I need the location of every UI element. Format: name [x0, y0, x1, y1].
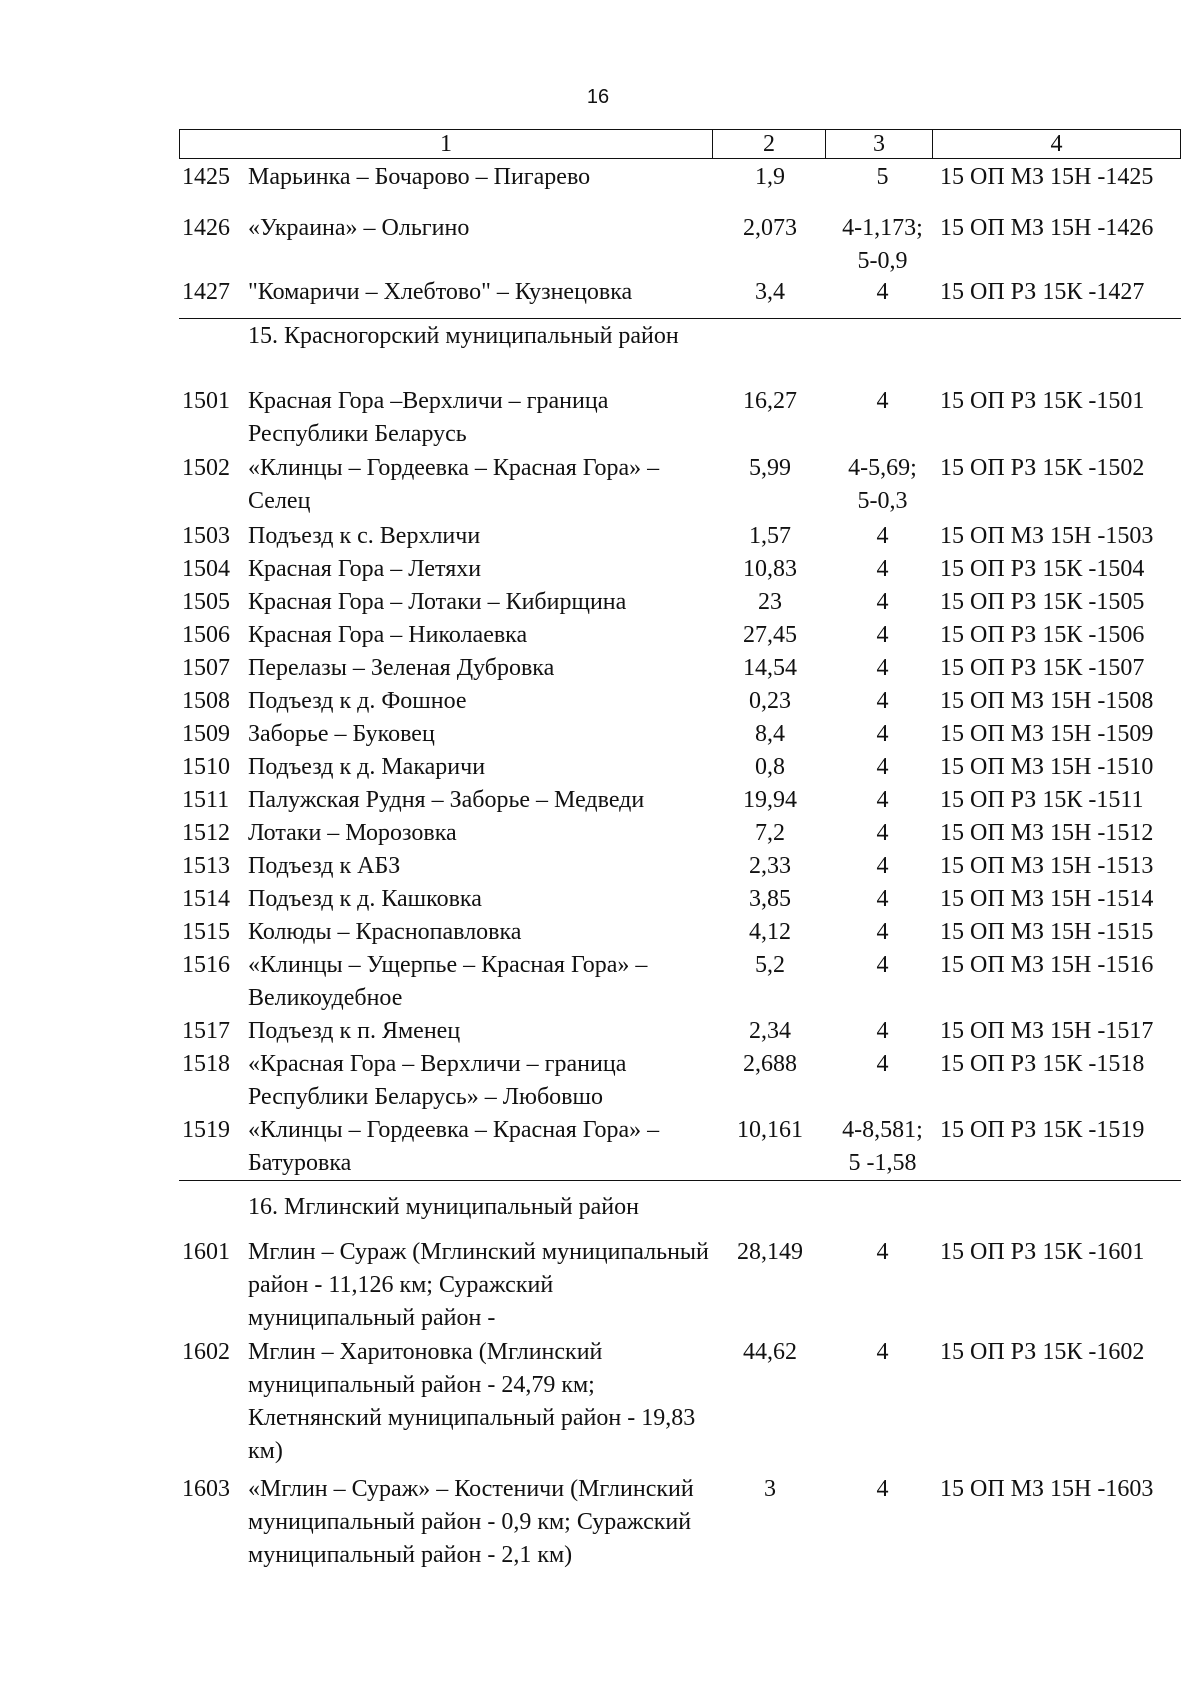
row-code: 15 ОП МЗ 15Н -1510	[940, 754, 1154, 780]
row-code: 15 ОП МЗ 15Н -1509	[940, 721, 1154, 747]
row-road-name: Мглин – Сураж (Мглинский муниципальный район - 11,126 км; Суражский муниципальный район -	[248, 1239, 709, 1331]
row-category: 4	[876, 655, 889, 681]
row-road-name: «Красная Гора – Верхличи – граница Республики Беларусь» – Любовшо	[248, 1051, 627, 1110]
row-number: 1515	[182, 919, 230, 945]
row-category: 4-1,173; 5-0,9	[842, 215, 923, 274]
row-number: 1507	[182, 655, 230, 681]
row-length: 1,9	[755, 164, 785, 190]
row-length: 2,073	[743, 215, 797, 241]
row-length: 10,161	[737, 1117, 803, 1143]
page-number: 16	[586, 86, 610, 108]
row-code: 15 ОП РЗ 15К -1511	[940, 787, 1144, 813]
row-number: 1517	[182, 1018, 230, 1044]
row-category: 4	[876, 886, 889, 912]
row-code: 15 ОП МЗ 15Н -1425	[940, 164, 1154, 190]
row-code: 15 ОП МЗ 15Н -1513	[940, 853, 1154, 879]
row-road-name: Подъезд к с. Верхличи	[248, 523, 481, 549]
row-code: 15 ОП РЗ 15К -1518	[940, 1051, 1145, 1077]
row-length: 5,99	[749, 455, 791, 481]
row-road-name: Красная Гора – Летяхи	[248, 556, 482, 582]
row-road-name: Подъезд к п. Яменец	[248, 1018, 461, 1044]
row-code: 15 ОП МЗ 15Н -1514	[940, 886, 1154, 912]
row-code: 15 ОП МЗ 15Н -1512	[940, 820, 1154, 846]
row-number: 1601	[182, 1239, 230, 1265]
row-road-name: Перелазы – Зеленая Дубровка	[248, 655, 555, 681]
row-category: 4	[876, 523, 889, 549]
row-road-name: "Комаричи – Хлебтово" – Кузнецовка	[248, 279, 633, 305]
row-category: 5	[876, 164, 889, 190]
row-category: 4	[876, 1339, 889, 1365]
header-cell-1: 1	[180, 130, 713, 158]
row-road-name: Заборье – Буковец	[248, 721, 435, 747]
section-divider	[179, 1180, 1181, 1181]
row-length: 28,149	[737, 1239, 803, 1265]
row-category: 4	[876, 787, 889, 813]
row-number: 1501	[182, 388, 230, 414]
row-number: 1603	[182, 1476, 230, 1502]
row-category: 4	[876, 388, 889, 414]
row-length: 23	[758, 589, 782, 615]
row-road-name: Красная Гора – Николаевка	[248, 622, 528, 648]
row-length: 2,688	[743, 1051, 797, 1077]
row-category: 4	[876, 1239, 889, 1265]
row-length: 44,62	[743, 1339, 797, 1365]
row-category: 4	[876, 688, 889, 714]
section-title: 16. Мглинский муниципальный район	[248, 1194, 639, 1220]
row-code: 15 ОП МЗ 15Н -1517	[940, 1018, 1154, 1044]
row-length: 7,2	[755, 820, 785, 846]
row-road-name: Красная Гора – Лотаки – Кибирщина	[248, 589, 627, 615]
row-length: 0,8	[755, 754, 785, 780]
row-category: 4-8,581; 5 -1,58	[842, 1117, 923, 1176]
row-number: 1505	[182, 589, 230, 615]
row-length: 10,83	[743, 556, 797, 582]
row-code: 15 ОП РЗ 15К -1506	[940, 622, 1145, 648]
row-code: 15 ОП РЗ 15К -1519	[940, 1117, 1145, 1143]
row-code: 15 ОП РЗ 15К -1504	[940, 556, 1145, 582]
row-code: 15 ОП РЗ 15К -1501	[940, 388, 1145, 414]
header-cell-3: 3	[826, 130, 933, 158]
row-road-name: «Клинцы – Гордеевка – Красная Гора» – Селец	[248, 455, 660, 514]
row-category: 4	[876, 820, 889, 846]
row-length: 5,2	[755, 952, 785, 978]
row-code: 15 ОП МЗ 15Н -1503	[940, 523, 1154, 549]
row-code: 15 ОП РЗ 15К -1602	[940, 1339, 1145, 1365]
row-number: 1510	[182, 754, 230, 780]
header-cell-4: 4	[1050, 131, 1063, 157]
row-length: 0,23	[749, 688, 791, 714]
row-road-name: «Украина» – Ольгино	[248, 215, 470, 241]
row-length: 4,12	[749, 919, 791, 945]
row-code: 15 ОП РЗ 15К -1427	[940, 279, 1145, 305]
row-length: 14,54	[743, 655, 797, 681]
row-length: 3,85	[749, 886, 791, 912]
row-number: 1506	[182, 622, 230, 648]
row-number: 1512	[182, 820, 230, 846]
row-category: 4	[876, 1018, 889, 1044]
row-number: 1508	[182, 688, 230, 714]
row-length: 8,4	[755, 721, 785, 747]
row-code: 15 ОП РЗ 15К -1601	[940, 1239, 1145, 1265]
row-road-name: Марьинка – Бочарово – Пигарево	[248, 164, 591, 190]
row-category: 4	[876, 622, 889, 648]
row-category: 4	[876, 1476, 889, 1502]
row-number: 1426	[182, 215, 230, 241]
row-number: 1511	[182, 787, 230, 813]
row-category: 4	[876, 919, 889, 945]
row-category: 4	[876, 556, 889, 582]
row-code: 15 ОП МЗ 15Н -1508	[940, 688, 1154, 714]
row-code: 15 ОП РЗ 15К -1507	[940, 655, 1145, 681]
row-road-name: «Мглин – Сураж» – Костеничи (Мглинский муниципальный район - 0,9 км; Суражский муниципальный район - 2,1 км)	[248, 1476, 694, 1568]
row-length: 2,34	[749, 1018, 791, 1044]
row-length: 2,33	[749, 853, 791, 879]
row-length: 19,94	[743, 787, 797, 813]
row-number: 1427	[182, 279, 230, 305]
table-header	[179, 129, 1181, 159]
row-road-name: Подъезд к д. Макаричи	[248, 754, 486, 780]
row-road-name: Лотаки – Морозовка	[248, 820, 457, 846]
row-category: 4	[876, 853, 889, 879]
row-number: 1602	[182, 1339, 230, 1365]
row-category: 4	[876, 952, 889, 978]
row-category: 4	[876, 721, 889, 747]
row-road-name: Мглин – Харитоновка (Мглинский муниципальный район - 24,79 км; Клетнянский муниципальный район - 19,83 км)	[248, 1339, 696, 1464]
row-number: 1503	[182, 523, 230, 549]
row-number: 1514	[182, 886, 230, 912]
row-length: 16,27	[743, 388, 797, 414]
row-number: 1516	[182, 952, 230, 978]
row-number: 1425	[182, 164, 230, 190]
row-number: 1509	[182, 721, 230, 747]
row-code: 15 ОП РЗ 15К -1505	[940, 589, 1145, 615]
row-road-name: Красная Гора –Верхличи – граница Республики Беларусь	[248, 388, 609, 447]
row-road-name: Колюды – Краснопавловка	[248, 919, 522, 945]
row-number: 1502	[182, 455, 230, 481]
row-length: 27,45	[743, 622, 797, 648]
row-category: 4	[876, 279, 889, 305]
row-length: 1,57	[749, 523, 791, 549]
row-road-name: «Клинцы – Ущерпье – Красная Гора» – Великоудебное	[248, 952, 648, 1011]
row-road-name: «Клинцы – Гордеевка – Красная Гора» – Батуровка	[248, 1117, 660, 1176]
row-length: 3,4	[755, 279, 785, 305]
section-divider	[179, 318, 1181, 319]
row-category: 4	[876, 754, 889, 780]
row-code: 15 ОП МЗ 15Н -1516	[940, 952, 1154, 978]
row-length: 3	[764, 1476, 776, 1502]
row-number: 1519	[182, 1117, 230, 1143]
row-road-name: Подъезд к АБЗ	[248, 853, 401, 879]
row-code: 15 ОП РЗ 15К -1502	[940, 455, 1145, 481]
row-road-name: Подъезд к д. Кашковка	[248, 886, 482, 912]
row-code: 15 ОП МЗ 15Н -1426	[940, 215, 1154, 241]
header-cell-2: 2	[713, 130, 826, 158]
row-number: 1513	[182, 853, 230, 879]
row-category: 4	[876, 589, 889, 615]
row-code: 15 ОП МЗ 15Н -1603	[940, 1476, 1154, 1502]
row-category: 4	[876, 1051, 889, 1077]
row-category: 4-5,69; 5-0,3	[848, 455, 917, 514]
row-number: 1504	[182, 556, 230, 582]
section-title: 15. Красногорский муниципальный район	[248, 323, 679, 349]
row-road-name: Палужская Рудня – Заборье – Медведи	[248, 787, 645, 813]
row-code: 15 ОП МЗ 15Н -1515	[940, 919, 1154, 945]
row-road-name: Подъезд к д. Фошное	[248, 688, 467, 714]
row-number: 1518	[182, 1051, 230, 1077]
